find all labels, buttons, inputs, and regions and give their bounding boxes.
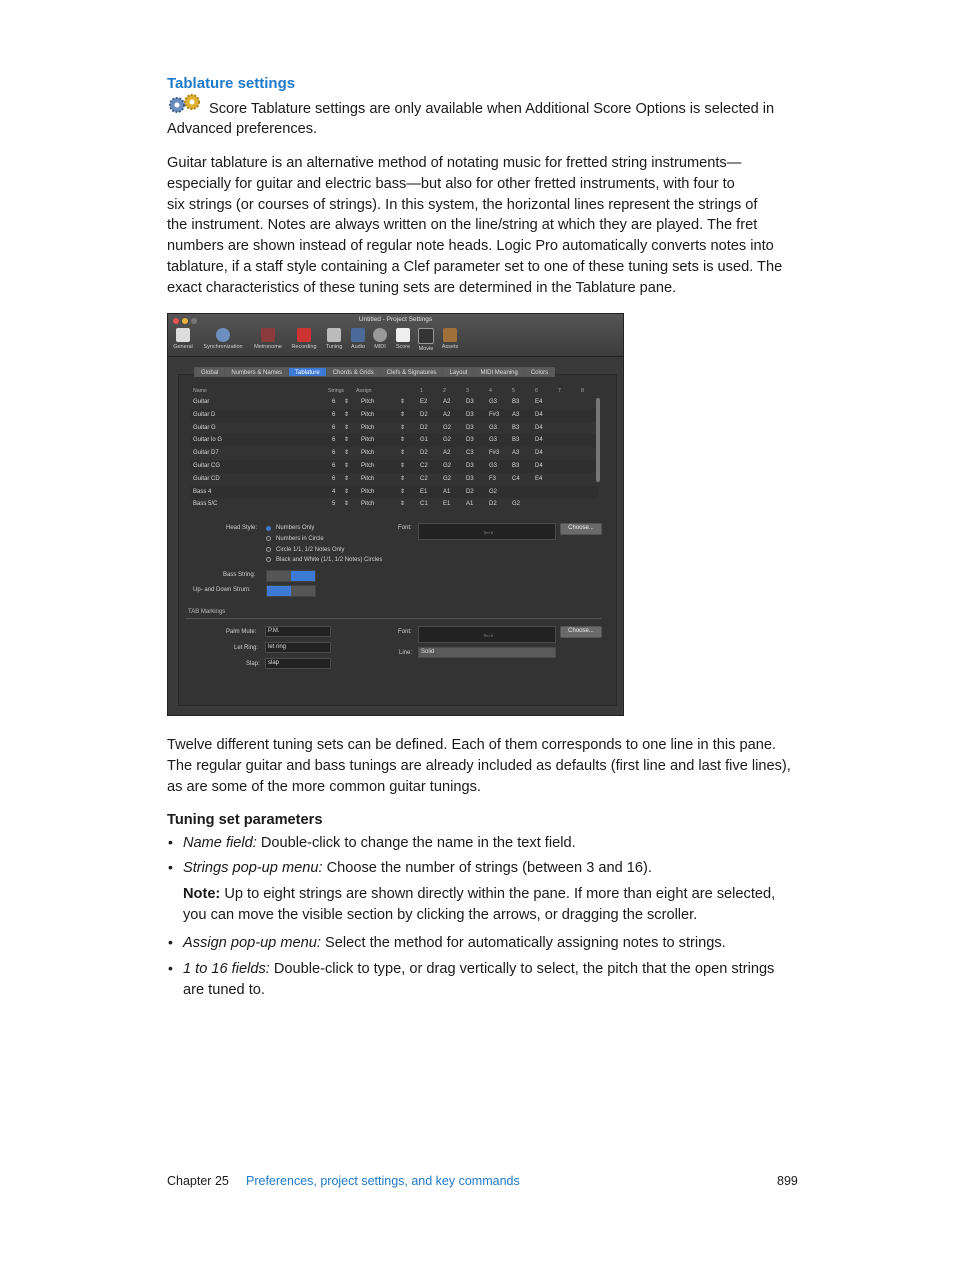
string-pitch-field[interactable]: B3 <box>512 399 520 405</box>
string-pitch-field[interactable]: G2 <box>443 475 452 482</box>
paragraph-2: Twelve different tuning sets can be defined. Each of them corresponds to one line in this pane. The regular guitar and bass tunings are already included as defaults (first line and last five lines), as are some of the more common guitar tunings. <box>167 737 791 795</box>
note-block: Note: Up to eight strings are shown directly within the pane. If more than eight are selected, you can move the visible section by clicking the arrows, or dragging the scroller. <box>183 886 776 923</box>
strum-selected <box>267 586 291 596</box>
table-row[interactable] <box>190 447 598 460</box>
general-icon <box>176 328 190 342</box>
tab-global[interactable]: Global <box>194 367 225 377</box>
string-pitch-field[interactable]: A2 <box>443 450 451 457</box>
choose-font-button[interactable]: Choose... <box>560 523 602 535</box>
name-field[interactable]: Guitar G <box>193 424 216 431</box>
radio-numbers-in-circle[interactable] <box>266 536 271 541</box>
assign-popup[interactable]: Pitch <box>361 437 375 444</box>
stepper-arrows-icon[interactable]: ⇕ <box>344 463 350 469</box>
radio-numbers-only[interactable] <box>266 526 271 531</box>
audio-icon <box>351 328 365 342</box>
stepper-arrows-icon[interactable]: ⇕ <box>400 399 406 405</box>
radio-black-white-circles[interactable] <box>266 557 271 562</box>
strings-popup[interactable]: 6 <box>332 399 336 405</box>
stepper-arrows-icon[interactable]: ⇕ <box>400 463 406 469</box>
string-pitch-field[interactable]: E2 <box>420 399 428 405</box>
project-settings-screenshot: Untitled - Project Settings General Synchronization Metronome Recording Tuning Audio MIDI Score Movie Assets Global Numbers & Names Tablature Chords & Grids Clefs & Signatures Layout MIDI Meaning Colors Name Strings Assign 1 2 3 4 5 6 7 8 Guitar 6 ⇕ Pitch ⇕ E2 A2 D3 G3 B3 E4 Guitar D 6 ⇕ Pitch ⇕ D2 A2 D3 F#3 A3 D4 Guitar G 6 ⇕ Pitch ⇕ D2 G2 D3 G3 B3 D4 Guitar lo G 6 ⇕ Pitch ⇕ G1 G2 D3 G3 B3 D4 Guitar D7 6 ⇕ Pitch ⇕ D2 A2 C3 F#3 A3 D4 Guitar CG 6 ⇕ Pitch ⇕ C2 G2 D3 G3 B3 D4 Guitar CD 6 ⇕ Pitch ⇕ C2 G2 D3 F3 C4 E4 Bass 4 4 ⇕ Pitch ⇕ E1 A1 D2 G2 Bass 5/C 5 ⇕ Pitch ⇕ C1 E1 A1 D2 G2 Head Style: Numbers Only Numbers in Circle Circle 1/1, 1/2 Notes Only Black and White (1/1, 1/2 Notes) Circles Font: Tim 8 Choose... Bass String: Up- and Down Strum: TAB Markings Palm Mute: P.M. Let Ring: let ring Slap: slap Font: Tim 8 Choose... Line: Solid <box>167 313 624 716</box>
divider <box>186 618 601 619</box>
strings-popup[interactable]: 6 <box>332 437 336 444</box>
footer-chapter: Chapter 25 <box>167 1174 229 1188</box>
stepper-arrows-icon[interactable]: ⇕ <box>344 501 350 508</box>
stepper-arrows-icon[interactable]: ⇕ <box>400 437 406 444</box>
tab-numbers-names[interactable]: Numbers & Names <box>224 367 289 377</box>
string-pitch-field[interactable]: B3 <box>512 424 520 431</box>
string-pitch-field[interactable]: G2 <box>443 424 452 431</box>
assign-popup[interactable]: Pitch <box>361 463 375 469</box>
string-pitch-field[interactable]: D4 <box>535 463 543 469</box>
string-pitch-field[interactable]: C1 <box>420 501 428 508</box>
bullet-assign-popup: Assign pop-up menu: Select the method for automatically assigning notes to strings. <box>183 935 726 951</box>
string-pitch-field[interactable]: D4 <box>535 450 543 457</box>
string-pitch-field[interactable]: A1 <box>443 488 451 495</box>
string-pitch-field[interactable]: G2 <box>489 488 498 495</box>
string-pitch-field[interactable]: G3 <box>489 437 498 444</box>
tab-markings-heading: TAB Markings <box>188 609 226 615</box>
string-pitch-field[interactable]: D3 <box>466 475 474 482</box>
string-pitch-field[interactable]: D2 <box>466 488 474 495</box>
string-pitch-field[interactable]: A2 <box>443 399 451 405</box>
string-pitch-field[interactable]: C2 <box>420 463 428 469</box>
string-pitch-field[interactable]: G2 <box>443 437 452 444</box>
name-field[interactable]: Bass 4 <box>193 488 212 495</box>
string-pitch-field[interactable]: D3 <box>466 399 474 405</box>
bullet-dot: • <box>168 859 173 875</box>
table-row[interactable] <box>190 460 598 473</box>
name-field[interactable]: Bass 5/C <box>193 501 218 508</box>
window-titlebar <box>168 314 623 357</box>
table-row[interactable] <box>190 434 598 447</box>
table-row[interactable] <box>190 396 598 409</box>
string-pitch-field[interactable]: G3 <box>489 399 498 405</box>
line-popup[interactable]: Solid <box>418 647 556 658</box>
table-row[interactable] <box>190 486 598 499</box>
string-pitch-field[interactable]: G2 <box>443 463 452 469</box>
string-pitch-field[interactable]: A3 <box>512 450 520 457</box>
toolbar-metronome[interactable]: Metronome <box>250 328 286 350</box>
strings-popup[interactable]: 6 <box>332 424 336 431</box>
string-pitch-field[interactable]: B3 <box>512 437 520 444</box>
string-pitch-field[interactable]: D3 <box>466 411 474 418</box>
strings-popup[interactable]: 6 <box>332 475 336 482</box>
toolbar-score[interactable]: Score <box>392 328 414 350</box>
gear-icon <box>167 94 201 114</box>
string-pitch-field[interactable]: E1 <box>443 501 451 508</box>
tuning-fork-icon <box>327 328 341 342</box>
choose-font2-button[interactable]: Choose... <box>560 626 602 638</box>
string-pitch-field[interactable]: D3 <box>466 463 474 469</box>
string-pitch-field[interactable]: C4 <box>512 475 520 482</box>
name-field[interactable]: Guitar <box>193 399 210 405</box>
bass-string-label: Bass String: <box>223 572 256 578</box>
stepper-arrows-icon[interactable]: ⇕ <box>344 475 350 482</box>
strum-segmented[interactable] <box>266 585 316 597</box>
name-field[interactable]: Guitar CG <box>193 463 221 469</box>
strings-popup[interactable]: 5 <box>332 501 336 508</box>
bullet-dot: • <box>168 960 173 976</box>
assign-popup[interactable]: Pitch <box>361 475 375 482</box>
assets-icon <box>443 328 457 342</box>
line-label: Line: <box>399 650 413 656</box>
string-pitch-field[interactable]: D2 <box>420 411 428 418</box>
string-pitch-field[interactable]: D2 <box>420 450 428 457</box>
bullet-strings-popup: Strings pop-up menu: Choose the number of strings (between 3 and 16). <box>183 860 652 876</box>
toolbar-movie[interactable]: Movie <box>415 328 437 352</box>
slap-field[interactable]: slap <box>265 658 331 669</box>
strings-popup[interactable]: 4 <box>332 488 336 495</box>
toolbar-recording[interactable]: Recording <box>287 328 321 350</box>
assign-popup[interactable]: Pitch <box>361 399 375 405</box>
sync-icon <box>216 328 230 342</box>
section-title: Tablature settings <box>167 75 296 92</box>
table-row[interactable] <box>190 409 598 422</box>
assign-popup[interactable]: Pitch <box>361 424 375 431</box>
tab-tablature[interactable]: Tablature <box>288 367 327 377</box>
table-scrollbar[interactable] <box>596 398 600 482</box>
string-pitch-field[interactable]: G1 <box>420 437 429 444</box>
head-style-label: Head Style: <box>226 525 258 531</box>
font-preview: Tim 8 <box>418 523 556 540</box>
strum-label: Up- and Down Strum: <box>193 587 251 593</box>
toolbar-synchronization[interactable]: Synchronization <box>198 328 248 350</box>
table-row[interactable] <box>190 473 598 486</box>
tab-layout[interactable]: Layout <box>442 367 474 377</box>
font2-preview: Tim 8 <box>418 626 556 643</box>
string-pitch-field[interactable]: B3 <box>512 463 520 469</box>
stepper-arrows-icon[interactable]: ⇕ <box>344 411 350 418</box>
strings-popup[interactable]: 6 <box>332 450 336 457</box>
tab-clefs-signatures[interactable]: Clefs & Signatures <box>380 367 444 377</box>
bass-string-selected <box>291 571 315 581</box>
stepper-arrows-icon[interactable]: ⇕ <box>400 475 406 482</box>
name-field[interactable]: Guitar D <box>193 411 216 418</box>
page-number: 899 <box>777 1174 798 1188</box>
window-title: Untitled - Project Settings <box>358 316 433 323</box>
string-pitch-field[interactable]: D2 <box>489 501 497 508</box>
assign-popup[interactable]: Pitch <box>361 488 375 495</box>
toolbar-general[interactable]: General <box>172 328 194 350</box>
let-ring-label: Let Ring: <box>234 645 259 651</box>
string-pitch-field[interactable]: E4 <box>535 475 543 482</box>
stepper-arrows-icon[interactable]: ⇕ <box>344 450 350 457</box>
bullet-name-field: Name field: Double-click to change the name in the text field. <box>183 835 576 851</box>
string-pitch-field[interactable]: D4 <box>535 411 543 418</box>
string-pitch-field[interactable]: C3 <box>466 450 474 457</box>
bullet-dot: • <box>168 934 173 950</box>
string-pitch-field[interactable]: D4 <box>535 424 543 431</box>
string-pitch-field[interactable]: A3 <box>512 411 520 418</box>
score-icon <box>396 328 410 342</box>
name-field[interactable]: Guitar D7 <box>193 450 219 457</box>
radio-circle-notes-only[interactable] <box>266 547 271 552</box>
toolbar-tuning[interactable]: Tuning <box>322 328 346 350</box>
stepper-arrows-icon[interactable]: ⇕ <box>400 411 406 418</box>
string-pitch-field[interactable]: D3 <box>466 437 474 444</box>
paragraph-1: Guitar tablature is an alternative method of notating music for fretted string instruments— especially for guitar and electric bass—but also for other fretted instruments, with four to six strings (or courses of strings). In this system, the horizontal lines represent the strings of the instrument. Notes are always written on the line/string at which they are played. The fret numbers are shown instead of regular note heads. Logic Pro automatically converts notes into tablature, if a staff style containing a Clef parameter set to one of these tuning sets is used. The exact characteristics of these tuning sets are determined in the Tablature pane. <box>167 155 783 296</box>
palm-mute-label: Palm Mute: <box>226 629 257 635</box>
assign-popup[interactable]: Pitch <box>361 501 375 508</box>
table-row[interactable] <box>190 422 598 435</box>
font2-label: Font: <box>398 629 412 635</box>
string-pitch-field[interactable]: E4 <box>535 399 543 405</box>
let-ring-field[interactable]: let ring <box>265 642 331 653</box>
slap-label: Slap: <box>246 661 260 667</box>
score-tabs <box>194 367 554 377</box>
toolbar-assets[interactable]: Assets <box>438 328 462 350</box>
stepper-arrows-icon[interactable]: ⇕ <box>400 450 406 457</box>
assign-popup[interactable]: Pitch <box>361 411 375 418</box>
string-pitch-field[interactable]: G3 <box>489 463 498 469</box>
stepper-arrows-icon[interactable]: ⇕ <box>344 424 350 431</box>
font-label: Font: <box>398 525 412 531</box>
intro-line-2: Advanced preferences. <box>167 121 318 137</box>
stepper-arrows-icon[interactable]: ⇕ <box>344 488 350 495</box>
movie-icon <box>418 328 434 344</box>
intro-line-1: Score Tablature settings are only available when Additional Score Options is selected in <box>209 101 775 117</box>
string-pitch-field[interactable]: E1 <box>420 488 428 495</box>
strings-popup[interactable]: 6 <box>332 463 336 469</box>
table-row[interactable] <box>190 498 598 511</box>
bass-string-segmented[interactable] <box>266 570 316 582</box>
record-icon <box>297 328 311 342</box>
string-pitch-field[interactable]: C2 <box>420 475 428 482</box>
toolbar-audio[interactable]: Audio <box>347 328 369 350</box>
midi-icon <box>373 328 387 342</box>
string-pitch-field[interactable]: A1 <box>466 501 474 508</box>
stepper-arrows-icon[interactable]: ⇕ <box>344 399 350 405</box>
strings-popup[interactable]: 6 <box>332 411 336 418</box>
assign-popup[interactable]: Pitch <box>361 450 375 457</box>
bullet-1-to-16-fields: 1 to 16 fields: Double-click to type, or drag vertically to select, the pitch that the open strings are tuned to. <box>183 961 775 998</box>
string-pitch-field[interactable]: D3 <box>466 424 474 431</box>
tab-chords-grids[interactable]: Chords & Grids <box>326 367 381 377</box>
stepper-arrows-icon[interactable]: ⇕ <box>344 437 350 444</box>
string-pitch-field[interactable]: F#3 <box>489 450 500 457</box>
footer-chapter-link[interactable]: Preferences, project settings, and key commands <box>246 1174 520 1188</box>
string-pitch-field[interactable]: G2 <box>512 501 521 508</box>
toolbar-midi[interactable]: MIDI <box>370 328 390 350</box>
string-pitch-field[interactable]: D2 <box>420 424 428 431</box>
subheading: Tuning set parameters <box>167 812 323 828</box>
string-pitch-field[interactable]: G3 <box>489 424 498 431</box>
string-pitch-field[interactable]: F#3 <box>489 411 500 418</box>
metronome-icon <box>261 328 275 342</box>
stepper-arrows-icon[interactable]: ⇕ <box>400 424 406 431</box>
stepper-arrows-icon[interactable]: ⇕ <box>400 488 406 495</box>
palm-mute-field[interactable]: P.M. <box>265 626 331 637</box>
stepper-arrows-icon[interactable]: ⇕ <box>400 501 406 508</box>
string-pitch-field[interactable]: F3 <box>489 475 497 482</box>
table-header: Name Strings Assign 1 2 3 4 5 6 7 8 <box>193 388 584 394</box>
bullet-dot: • <box>168 834 173 850</box>
tab-midi-meaning[interactable]: MIDI Meaning <box>473 367 524 377</box>
string-pitch-field[interactable]: D4 <box>535 437 543 444</box>
string-pitch-field[interactable]: A2 <box>443 411 451 418</box>
name-field[interactable]: Guitar lo G <box>193 437 223 444</box>
name-field[interactable]: Guitar CD <box>193 475 220 482</box>
tab-colors[interactable]: Colors <box>524 367 555 377</box>
